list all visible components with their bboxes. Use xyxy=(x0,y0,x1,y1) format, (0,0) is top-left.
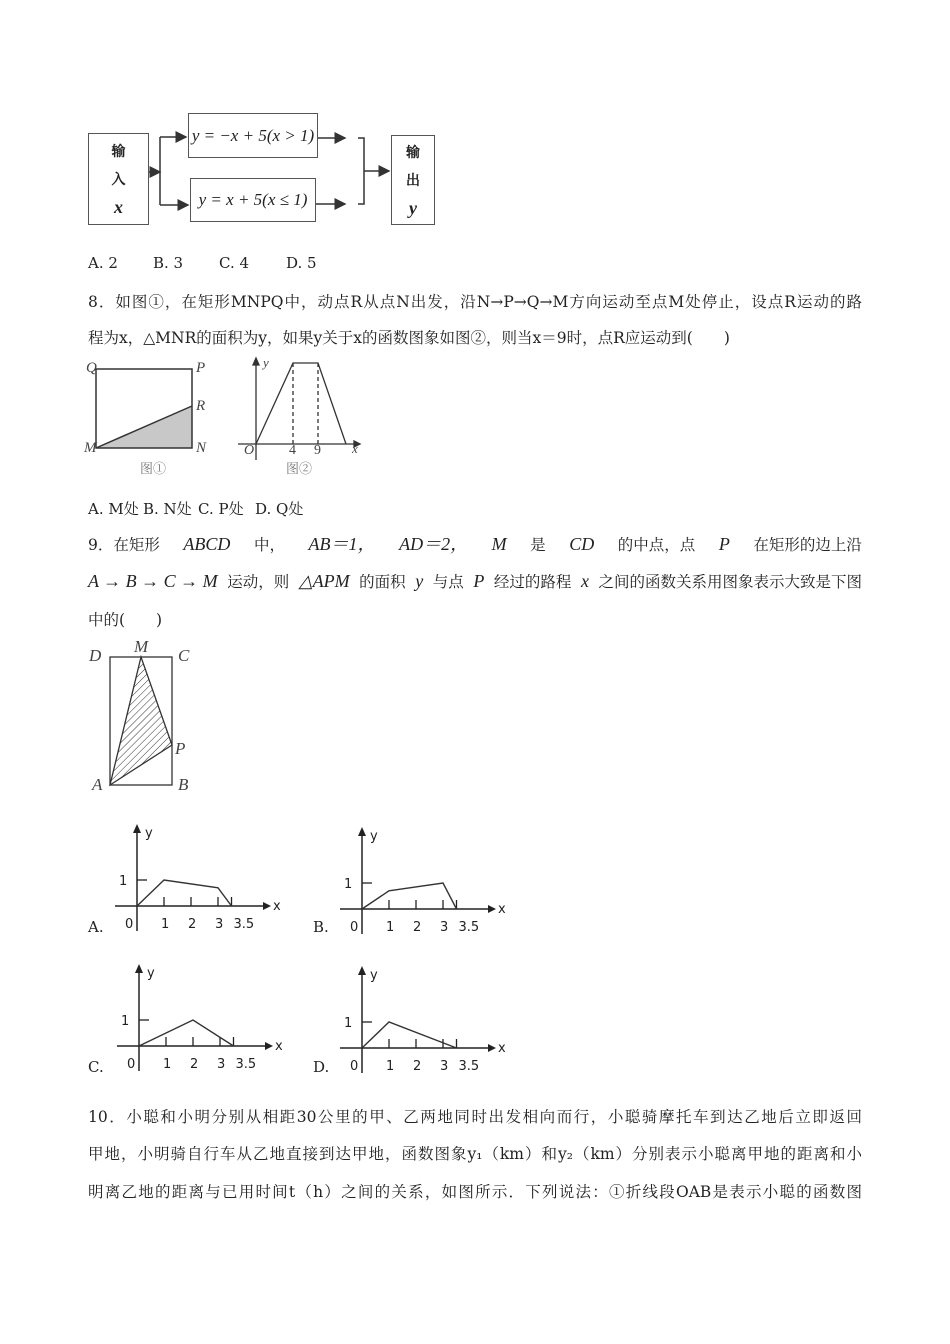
x-tick-label: 3.5 xyxy=(235,1057,257,1072)
q7-option-a: A. 2 xyxy=(88,254,118,272)
x-tick-label: 2 xyxy=(188,917,197,932)
q9-math: P xyxy=(718,534,730,554)
q9-math: A → B → C → M xyxy=(88,571,218,591)
graph-option-label: B. xyxy=(313,918,329,936)
branch-top-formula: y = −x + 5(x > 1) xyxy=(188,113,318,158)
option-graph-a xyxy=(97,821,307,936)
x-tick-label: 1 xyxy=(163,1057,172,1072)
y-tick-label: 1 xyxy=(344,877,353,892)
q9-math: △APM xyxy=(298,571,350,591)
label-m: M xyxy=(134,637,149,656)
x-tick-label: 1 xyxy=(386,1059,395,1074)
x-axis-arrow xyxy=(263,902,271,910)
x-tick-label: 3.5 xyxy=(458,1059,480,1074)
q7-option-b: B. 3 xyxy=(153,254,184,272)
label-b: B xyxy=(178,775,189,794)
y-tick-label: 1 xyxy=(344,1016,353,1031)
x-tick-label: 3 xyxy=(215,917,224,932)
x-tick-label: 3.5 xyxy=(233,917,255,932)
q9-math: CD xyxy=(569,534,595,554)
q9-text-line-2 xyxy=(88,570,862,592)
x-tick-label: 0 xyxy=(125,917,134,932)
q9-math: M xyxy=(491,534,507,554)
graph-option-label: D. xyxy=(313,1058,330,1076)
x-tick-label: 3 xyxy=(440,1059,449,1074)
option-graph-d xyxy=(322,963,532,1078)
label-c: C xyxy=(178,646,190,665)
x-axis-label: x xyxy=(498,902,506,917)
x-axis-label: x xyxy=(273,899,281,914)
label-m: M xyxy=(84,440,97,456)
x-axis-label: x xyxy=(498,1041,506,1056)
y-tick-label: 1 xyxy=(119,874,128,889)
q9-seg: 是 xyxy=(530,536,546,554)
x-tick-label: 2 xyxy=(413,1059,422,1074)
y-axis-label: y xyxy=(145,826,153,841)
input-char-1: 输 xyxy=(111,143,126,160)
q9-text-line-1 xyxy=(88,530,862,556)
y-axis-arrow xyxy=(358,966,366,975)
label-p: P xyxy=(196,360,206,376)
x-tick-label: 1 xyxy=(386,920,395,935)
q9-seg: 的面积 xyxy=(359,573,406,591)
function-line xyxy=(139,1020,234,1046)
q8-option-c: C. P处 xyxy=(198,500,244,518)
x-tick-label: 3 xyxy=(217,1057,226,1072)
q7-option-d: D. 5 xyxy=(286,254,317,272)
q9-text-line-3: 中的( ) xyxy=(88,611,163,629)
rectangle-mnpq-figure xyxy=(0,0,260,480)
q9-seg: 运动，则 xyxy=(227,573,290,591)
figure-2-caption: 图② xyxy=(286,462,313,477)
graph-option-label: C. xyxy=(88,1058,104,1076)
q8-option-b: B. N处 xyxy=(143,500,192,518)
q9-math: x xyxy=(580,571,589,591)
axis-y-label: y xyxy=(263,355,269,370)
input-char-2: 入 xyxy=(111,171,126,188)
input-var: x xyxy=(114,196,123,217)
option-graph-b xyxy=(322,824,532,939)
q8-text-line-1: 8．如图①，在矩形MNPQ中，动点R从点N出发，沿N→P→Q→M方向运动至点M处停止，设点R运动的路 xyxy=(88,293,862,311)
y-axis-arrow xyxy=(133,824,141,833)
q8-text-line-2: 程为x，△MNR的面积为y，如果y关于x的函数图象如图②，则当x＝9时，点R应运动到( ) xyxy=(88,329,730,347)
figure-1-caption: 图① xyxy=(140,462,167,477)
q9-seg: 与点 xyxy=(432,573,464,591)
option-graph-c xyxy=(99,961,309,1076)
x-axis-arrow xyxy=(488,1044,496,1052)
function-line xyxy=(137,880,232,906)
q10-text-line-2: 甲地，小明骑自行车从乙地直接到达甲地，函数图象y₁（km）和y₂（km）分别表示小聪离甲地的距离和小 xyxy=(88,1145,862,1163)
x-tick-label: 3.5 xyxy=(458,920,480,935)
label-a: A xyxy=(92,775,103,794)
output-char-1: 输 xyxy=(406,144,420,161)
label-d: D xyxy=(89,646,102,665)
y-axis-label: y xyxy=(147,966,155,981)
y-axis-label: y xyxy=(370,968,378,983)
q9-math: AB＝1， xyxy=(308,534,376,554)
label-q: Q xyxy=(86,360,97,376)
axis-x-label: x xyxy=(352,441,358,456)
x-tick-label: 0 xyxy=(127,1057,136,1072)
q9-math: P xyxy=(473,571,485,591)
x-tick-label: 0 xyxy=(350,1059,359,1074)
q7-option-c: C. 4 xyxy=(219,254,250,272)
x-tick-label: 2 xyxy=(413,920,422,935)
x-tick-label: 2 xyxy=(190,1057,199,1072)
x-tick-label: 3 xyxy=(440,920,449,935)
q8-option-a: A. M处 xyxy=(88,500,139,518)
output-char-2: 出 xyxy=(406,172,420,189)
x-axis-arrow xyxy=(265,1042,273,1050)
y-tick-label: 1 xyxy=(121,1014,130,1029)
q9-seg: 经过的路程 xyxy=(493,573,572,591)
tick-4: 4 xyxy=(289,443,296,458)
q9-seg: 中， xyxy=(253,536,285,554)
function-line xyxy=(362,883,457,909)
x-axis-label: x xyxy=(275,1039,283,1054)
q8-option-d: D. Q处 xyxy=(255,500,304,518)
rectangle-abcd-hatched xyxy=(100,650,190,795)
q9-seg: 9．在矩形 xyxy=(88,536,160,554)
output-y-box xyxy=(391,135,435,225)
x-axis-arrow xyxy=(488,905,496,913)
q10-text-line-3: 明离乙地的距离与已用时间t（h）之间的关系，如图所示．下列说法：①折线段OAB是表示小聪的函数图 xyxy=(88,1183,862,1201)
q9-math: y xyxy=(415,571,424,591)
q9-seg: 的中点，点 xyxy=(617,536,696,554)
q9-seg: 之间的函数关系用图象表示大致是下图 xyxy=(598,573,862,591)
x-tick-label: 0 xyxy=(350,920,359,935)
function-line xyxy=(362,1022,457,1048)
q10-text-line-1: 10．小聪和小明分别从相距30公里的甲、乙两地同时出发相向而行，小聪骑摩托车到达乙地后立即返回 xyxy=(88,1108,862,1126)
q9-math: ABCD xyxy=(183,534,231,554)
label-p: P xyxy=(175,739,186,758)
graph-option-label: A. xyxy=(88,918,104,936)
branch-bottom-formula: y = x + 5(x ≤ 1) xyxy=(190,178,316,222)
label-n: N xyxy=(196,440,207,456)
label-r: R xyxy=(196,398,206,414)
q9-seg: 在矩形的边上沿 xyxy=(753,536,862,554)
tick-9: 9 xyxy=(314,443,321,458)
output-var: y xyxy=(409,197,417,218)
y-axis-arrow xyxy=(135,964,143,973)
x-tick-label: 1 xyxy=(161,917,170,932)
q9-math: AD＝2， xyxy=(399,534,469,554)
y-axis-arrow xyxy=(358,827,366,836)
origin-label: O xyxy=(244,443,255,458)
y-axis-label: y xyxy=(370,829,378,844)
